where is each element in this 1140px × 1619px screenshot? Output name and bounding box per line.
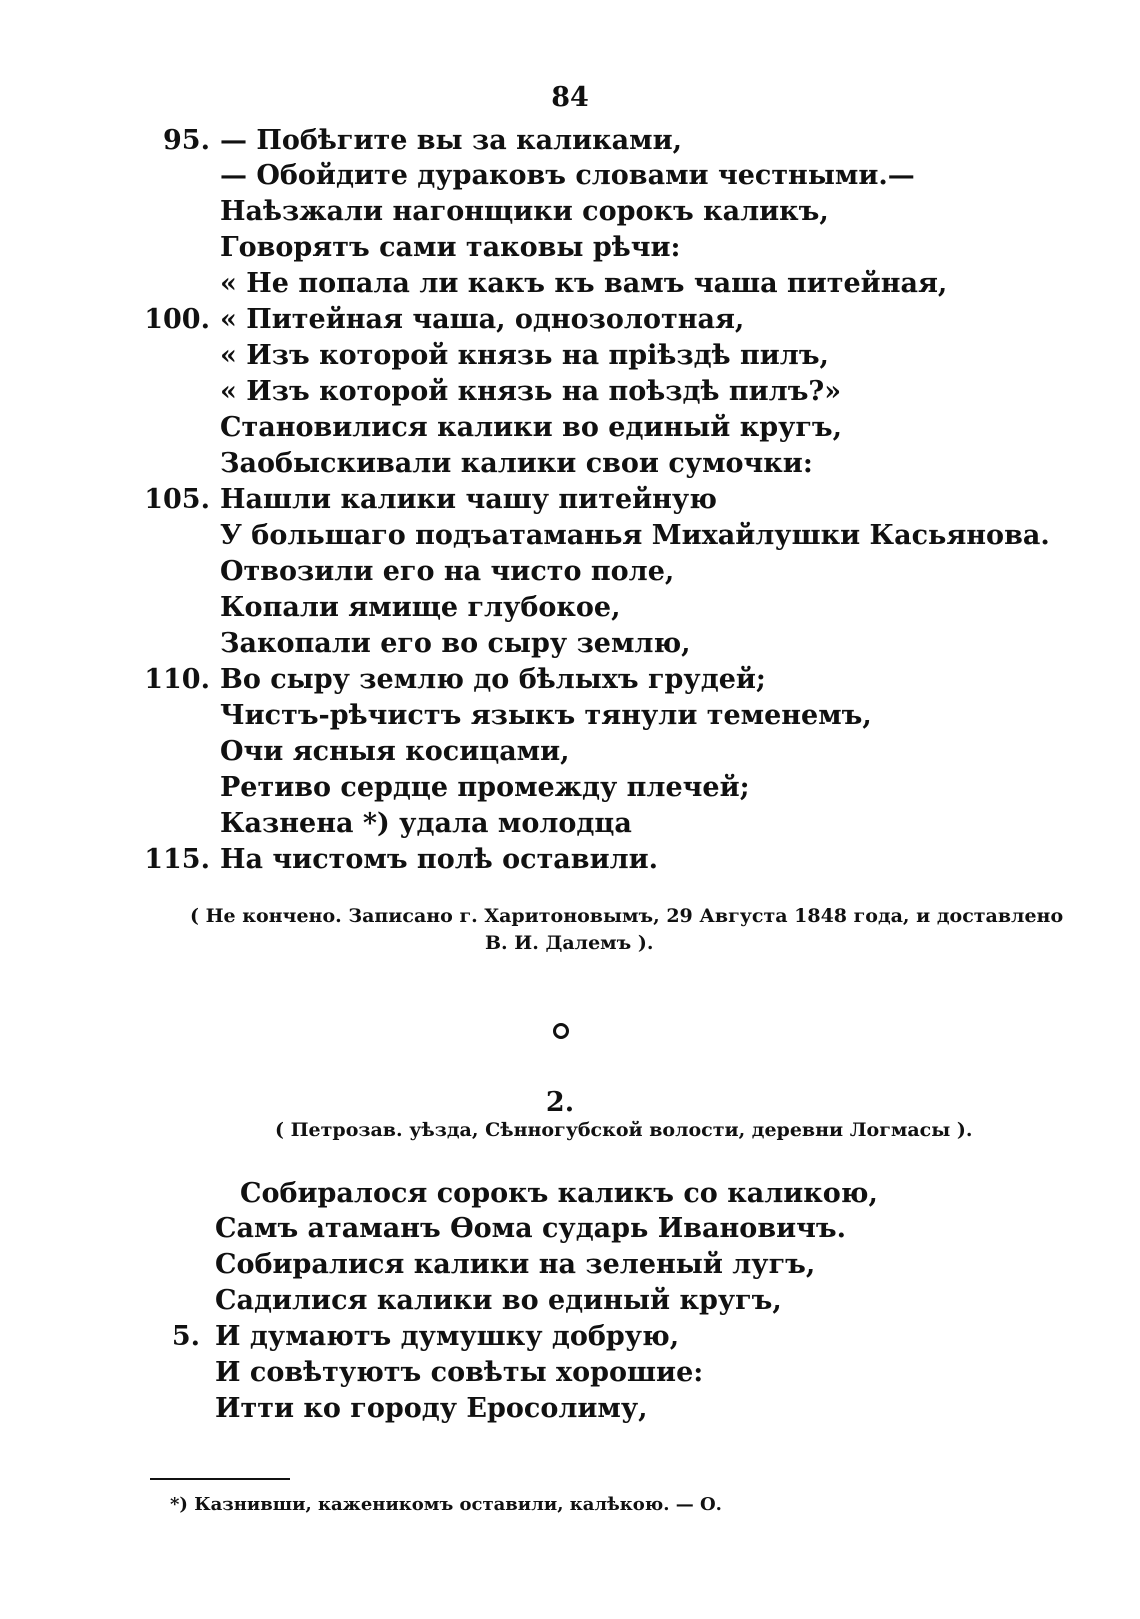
source-note-line-2: В. И. Далемъ ). [485, 932, 654, 954]
verse-line: Во сыру землю до бѣлыхъ грудей; [220, 664, 766, 695]
line-number: 105. [144, 484, 210, 515]
location-note: ( Петрозав. уѣзда, Сѣнногубской волости, деревни Логмасы ). [275, 1119, 973, 1141]
verse-line: « Изъ которой князь на пріѣздѣ пилъ, [220, 340, 829, 371]
verse-line: Итти ко городу Еросолиму, [215, 1393, 648, 1424]
verse-line: Собиралося сорокъ каликъ со каликою, [240, 1178, 878, 1209]
line-number: 100. [144, 304, 210, 335]
verse-line: Говорятъ сами таковы рѣчи: [220, 232, 681, 263]
footnote: *) Казнивши, каженикомъ оставили, калѣкою. — О. [170, 1494, 722, 1515]
verse-line: Очи ясныя косицами, [220, 736, 570, 767]
verse-line: Нашли калики чашу питейную [220, 484, 717, 515]
verse-line: Самъ атаманъ Ѳома сударь Ивановичъ. [215, 1213, 846, 1244]
verse-line: Наѣзжали нагонщики сорокъ каликъ, [220, 196, 829, 227]
section-number: 2. [545, 1087, 575, 1118]
line-number: 110. [144, 664, 210, 695]
section-ornament [553, 1023, 569, 1039]
verse-line: « Питейная чаша, однозолотная, [220, 304, 745, 335]
verse-line: « Не попала ли какъ къ вамъ чаша питейная, [220, 268, 948, 299]
verse-line: Ретиво сердце промежду плечей; [220, 772, 750, 803]
verse-line: Садилися калики во единый кругъ, [215, 1285, 782, 1316]
verse-line: У большаго подъатаманья Михайлушки Касьянова. [220, 520, 1050, 551]
line-number: 115. [144, 844, 210, 875]
line-number: 5. [171, 1321, 200, 1352]
verse-line: И думаютъ думушку добрую, [215, 1321, 680, 1352]
source-note-line-1: ( Не кончено. Записано г. Харитоновымъ, 29 Августа 1848 года, и доставлено [190, 905, 1064, 927]
verse-line: Заобыскивали калики свои сумочки: [220, 448, 813, 479]
verse-line: Казнена *) удала молодца [220, 808, 632, 839]
line-number: 95. [163, 125, 210, 156]
verse-line: — Побѣгите вы за каликами, [220, 125, 683, 156]
verse-line: На чистомъ полѣ оставили. [220, 844, 659, 875]
verse-line: Становилися калики во единый кругъ, [220, 412, 843, 443]
verse-line: Копали ямище глубокое, [220, 592, 621, 623]
verse-line: Закопали его во сыру землю, [220, 628, 691, 659]
page-number: 84 [551, 82, 589, 113]
verse-line: Отвозили его на чисто поле, [220, 556, 675, 587]
verse-line: Чистъ-рѣчистъ языкъ тянули теменемъ, [220, 700, 872, 731]
verse-line: — Обойдите дураковъ словами честными.— [220, 160, 915, 191]
verse-line: « Изъ которой князь на поѣздѣ пилъ?» [220, 376, 842, 407]
footnote-rule [150, 1478, 290, 1480]
verse-line: Собиралися калики на зеленый лугъ, [215, 1249, 816, 1280]
verse-line: И совѣтуютъ совѣты хорошие: [215, 1357, 704, 1388]
